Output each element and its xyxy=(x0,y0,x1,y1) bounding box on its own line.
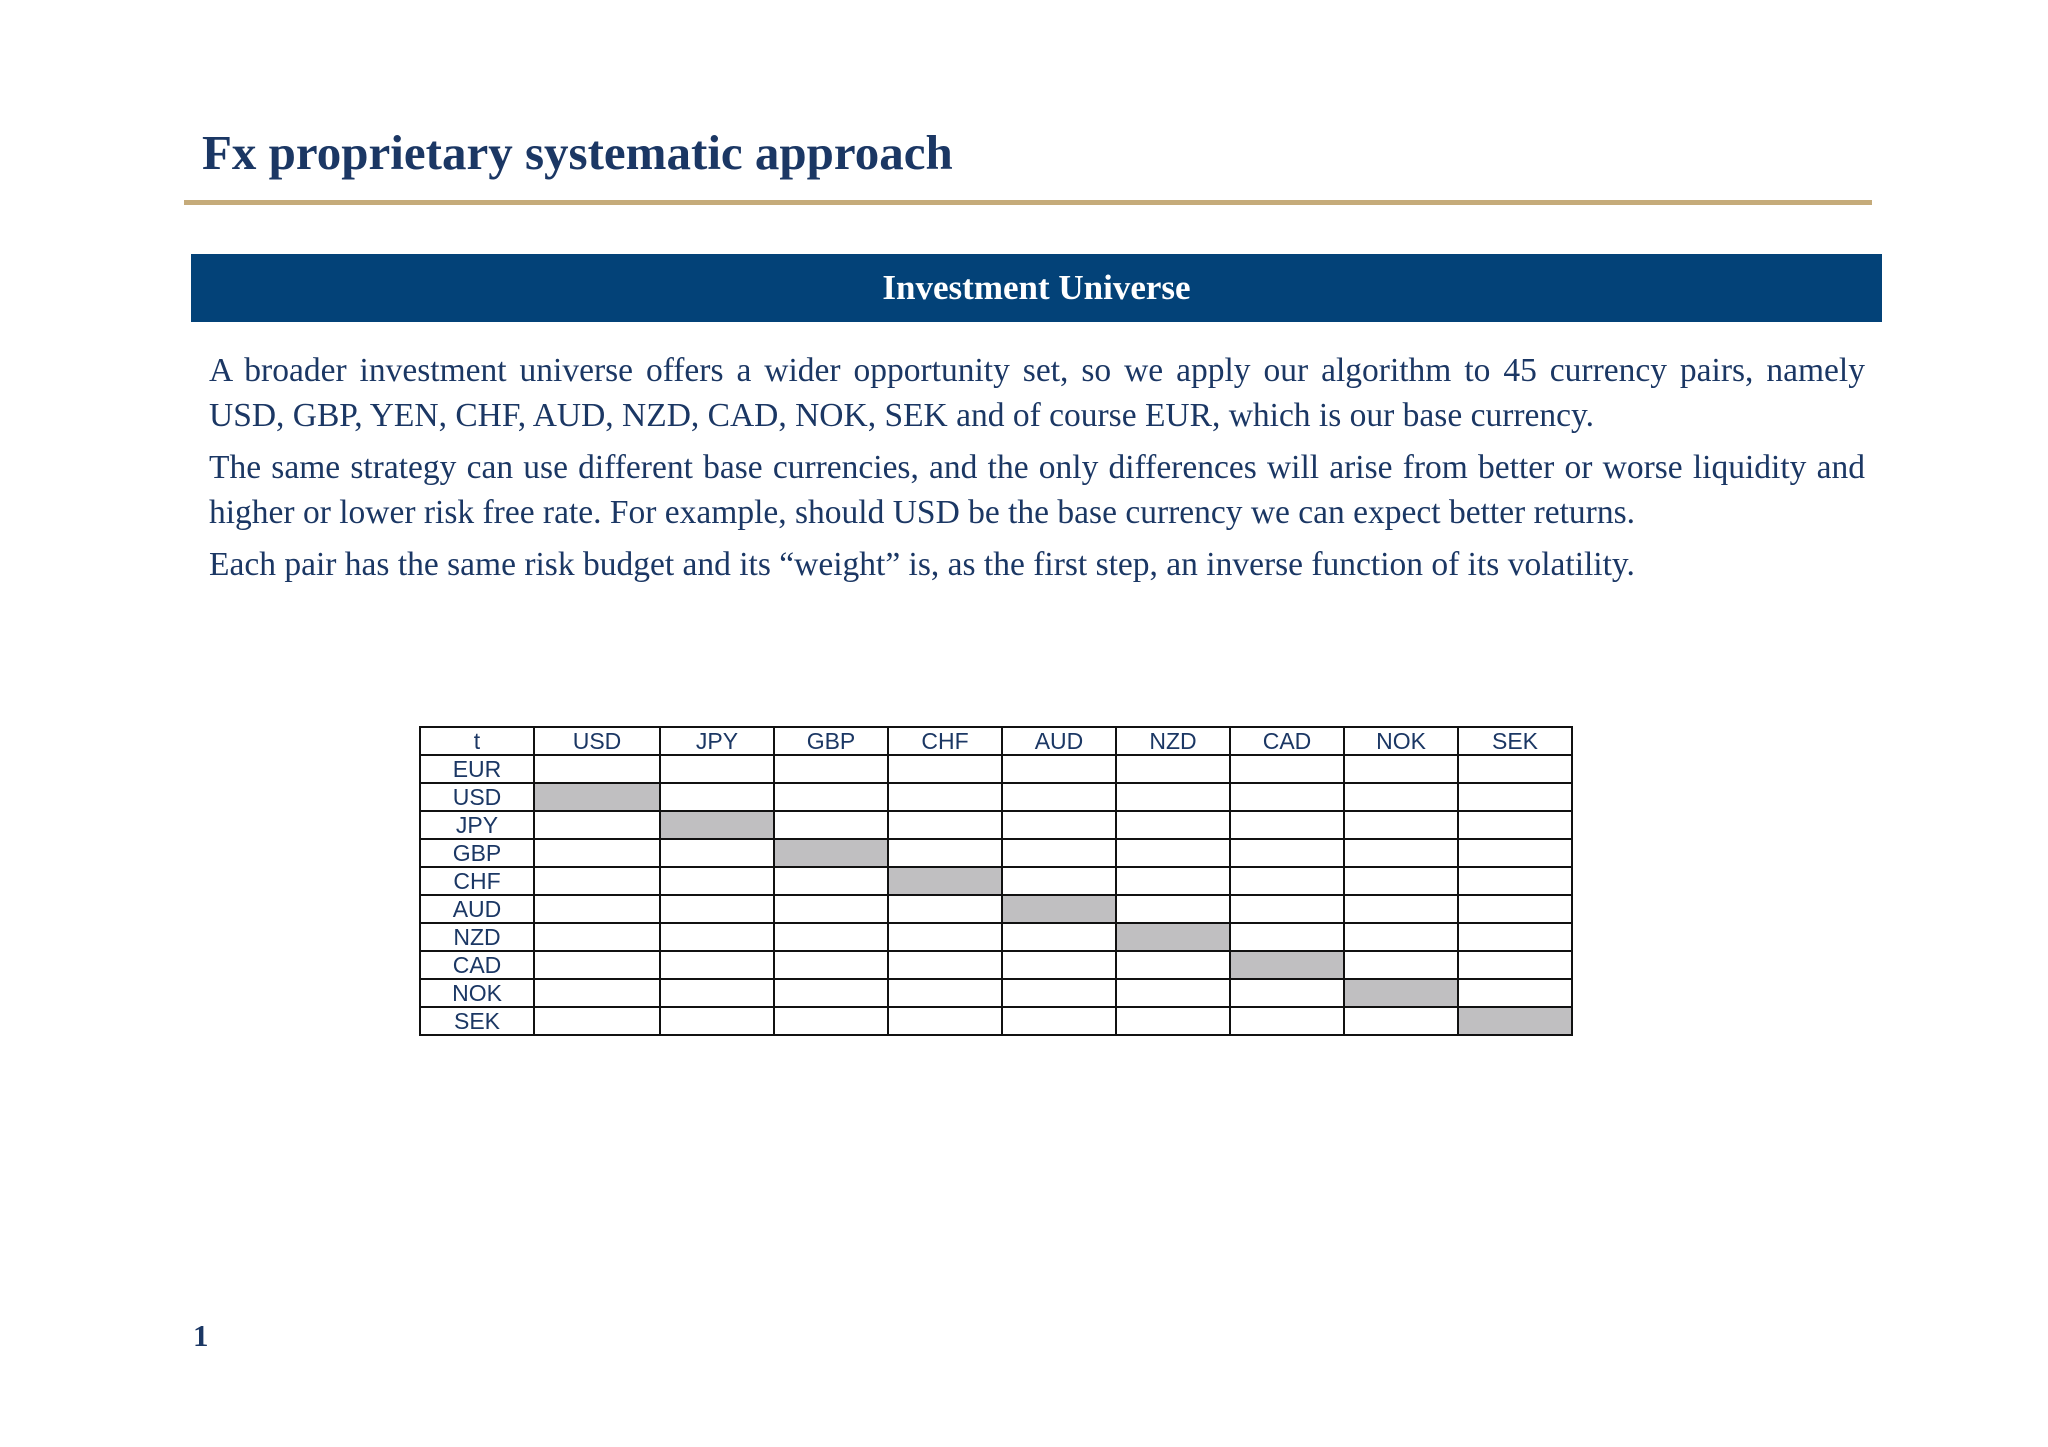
matrix-cell xyxy=(1344,755,1458,783)
matrix-cell xyxy=(1116,895,1230,923)
matrix-cell xyxy=(534,755,660,783)
table-row xyxy=(420,951,1572,979)
matrix-cell xyxy=(1116,811,1230,839)
matrix-cell xyxy=(1116,979,1230,1007)
matrix-cell-excluded xyxy=(774,839,888,867)
matrix-cell xyxy=(1002,811,1116,839)
table-row xyxy=(420,839,1572,867)
matrix-cell xyxy=(1230,895,1344,923)
matrix-cell-excluded xyxy=(1230,951,1344,979)
matrix-cell xyxy=(888,839,1002,867)
row-header: JPY xyxy=(420,811,534,839)
matrix-cell xyxy=(660,951,774,979)
row-header: CHF xyxy=(420,867,534,895)
matrix-cell xyxy=(1230,783,1344,811)
matrix-cell xyxy=(888,951,1002,979)
matrix-cell xyxy=(1458,895,1572,923)
row-header: USD xyxy=(420,783,534,811)
matrix-cell xyxy=(660,755,774,783)
matrix-cell xyxy=(888,923,1002,951)
table-row xyxy=(420,867,1572,895)
matrix-cell xyxy=(1002,783,1116,811)
matrix-cell xyxy=(1002,1007,1116,1035)
matrix-cell xyxy=(1230,811,1344,839)
title-divider xyxy=(184,200,1872,205)
table-row xyxy=(420,755,1572,783)
matrix-cell-excluded xyxy=(888,867,1002,895)
matrix-cell xyxy=(888,783,1002,811)
matrix-cell xyxy=(1002,755,1116,783)
body-text xyxy=(209,348,1865,594)
row-header: EUR xyxy=(420,755,534,783)
matrix-cell xyxy=(660,783,774,811)
matrix-cell xyxy=(888,755,1002,783)
matrix-cell xyxy=(1230,1007,1344,1035)
row-header: AUD xyxy=(420,895,534,923)
matrix-cell xyxy=(1002,979,1116,1007)
matrix-cell xyxy=(1002,867,1116,895)
matrix-cell xyxy=(1458,979,1572,1007)
matrix-body xyxy=(420,755,1572,1035)
matrix-cell xyxy=(1230,755,1344,783)
matrix-cell xyxy=(534,867,660,895)
section-banner xyxy=(191,254,1882,322)
matrix-cell xyxy=(534,895,660,923)
matrix-cell-excluded xyxy=(1458,1007,1572,1035)
matrix-cell xyxy=(1116,839,1230,867)
matrix-cell xyxy=(1458,839,1572,867)
matrix-cell xyxy=(888,1007,1002,1035)
matrix-cell xyxy=(1458,951,1572,979)
page-number: 1 xyxy=(193,1318,209,1353)
table-row xyxy=(420,1007,1572,1035)
matrix-cell-excluded xyxy=(1116,923,1230,951)
matrix-cell xyxy=(774,783,888,811)
matrix-cell-excluded xyxy=(534,783,660,811)
currency-pair-matrix xyxy=(419,726,1573,1036)
matrix-cell xyxy=(1458,923,1572,951)
matrix-cell xyxy=(1344,923,1458,951)
matrix-cell xyxy=(1002,951,1116,979)
column-header: SEK xyxy=(1458,727,1572,755)
column-header: CHF xyxy=(888,727,1002,755)
matrix-cell xyxy=(774,1007,888,1035)
matrix-cell xyxy=(774,867,888,895)
matrix-cell xyxy=(660,1007,774,1035)
matrix-cell xyxy=(1344,783,1458,811)
matrix-cell xyxy=(534,1007,660,1035)
paragraph-base-currency: The same strategy can use different base currencies, and the only differences will arise from better or worse liquidity and higher or lower risk free rate. For example, should USD be the base currency we can expect better returns. xyxy=(209,449,1865,531)
matrix-cell xyxy=(1116,951,1230,979)
matrix-cell xyxy=(660,979,774,1007)
matrix-cell xyxy=(774,979,888,1007)
matrix-cell xyxy=(1002,923,1116,951)
matrix-cell xyxy=(1344,839,1458,867)
matrix-cell xyxy=(660,923,774,951)
matrix-cell xyxy=(1344,895,1458,923)
matrix-cell xyxy=(774,951,888,979)
matrix-cell xyxy=(774,923,888,951)
row-header: NZD xyxy=(420,923,534,951)
matrix-header-row xyxy=(420,727,1572,755)
matrix-cell xyxy=(1116,867,1230,895)
matrix-cell xyxy=(774,755,888,783)
matrix-cell xyxy=(534,923,660,951)
matrix-cell xyxy=(1116,783,1230,811)
matrix-cell xyxy=(1344,951,1458,979)
row-header: SEK xyxy=(420,1007,534,1035)
matrix-cell xyxy=(660,895,774,923)
column-header: JPY xyxy=(660,727,774,755)
matrix-cell xyxy=(1230,923,1344,951)
matrix-cell xyxy=(1458,867,1572,895)
slide-title: Fx proprietary systematic approach xyxy=(202,125,953,180)
matrix-cell xyxy=(534,979,660,1007)
column-header: NZD xyxy=(1116,727,1230,755)
matrix-cell xyxy=(1458,811,1572,839)
column-header: AUD xyxy=(1002,727,1116,755)
row-header: NOK xyxy=(420,979,534,1007)
paragraph-universe: A broader investment universe offers a wider opportunity set, so we apply our algorithm to 45 currency pairs, namely USD, GBP, YEN, CHF, AUD, NZD, CAD, NOK, SEK and of course EUR, which is our base currency. xyxy=(209,352,1865,434)
matrix-cell xyxy=(888,811,1002,839)
matrix-cell xyxy=(534,811,660,839)
matrix-cell xyxy=(1458,783,1572,811)
column-header: NOK xyxy=(1344,727,1458,755)
matrix-cell xyxy=(534,839,660,867)
column-header: USD xyxy=(534,727,660,755)
matrix-cell xyxy=(1344,867,1458,895)
column-header: CAD xyxy=(1230,727,1344,755)
table-row xyxy=(420,811,1572,839)
column-header: GBP xyxy=(774,727,888,755)
matrix-cell xyxy=(888,895,1002,923)
currency-pair-table xyxy=(419,726,1573,1036)
matrix-cell-excluded xyxy=(660,811,774,839)
matrix-cell xyxy=(1230,839,1344,867)
matrix-cell xyxy=(1344,1007,1458,1035)
matrix-cell xyxy=(1230,979,1344,1007)
matrix-cell xyxy=(1002,839,1116,867)
matrix-cell xyxy=(774,895,888,923)
matrix-cell xyxy=(1458,755,1572,783)
row-header: CAD xyxy=(420,951,534,979)
row-header: GBP xyxy=(420,839,534,867)
matrix-cell-excluded xyxy=(1344,979,1458,1007)
matrix-cell xyxy=(774,811,888,839)
matrix-corner-cell: t xyxy=(420,727,534,755)
matrix-cell xyxy=(888,979,1002,1007)
paragraph-risk-budget: Each pair has the same risk budget and its “weight” is, as the first step, an inverse function of its volatility. xyxy=(209,546,1635,583)
table-row xyxy=(420,783,1572,811)
table-row xyxy=(420,895,1572,923)
section-banner-label: Investment Universe xyxy=(882,268,1191,307)
table-row xyxy=(420,979,1572,1007)
matrix-cell xyxy=(1230,867,1344,895)
matrix-cell xyxy=(660,839,774,867)
matrix-cell xyxy=(1116,1007,1230,1035)
table-row xyxy=(420,923,1572,951)
matrix-cell xyxy=(1344,811,1458,839)
matrix-cell-excluded xyxy=(1002,895,1116,923)
matrix-cell xyxy=(660,867,774,895)
matrix-cell xyxy=(534,951,660,979)
matrix-cell xyxy=(1116,755,1230,783)
